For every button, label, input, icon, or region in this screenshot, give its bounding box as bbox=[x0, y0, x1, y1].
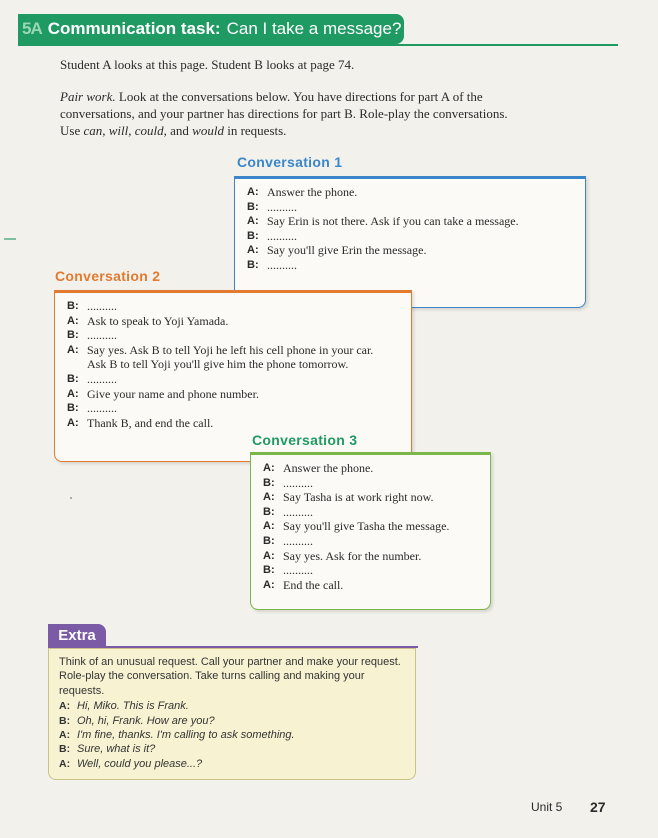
dialogue-text: .......... bbox=[267, 257, 297, 272]
section-number: 5A bbox=[22, 19, 42, 38]
dialogue-text: Answer the phone. bbox=[283, 461, 374, 475]
dialogue-line bbox=[67, 401, 401, 416]
speaker-label: A: bbox=[263, 491, 275, 504]
intro-text: Student A looks at this page. Student B looks at page 74. bbox=[60, 57, 355, 72]
dialogue-text: Oh, hi, Frank. How are you? bbox=[77, 714, 215, 727]
dialogue-text: Thank B, and end the call. bbox=[87, 415, 214, 430]
section-title: Can I take a message? bbox=[226, 19, 402, 38]
speaker-label: B: bbox=[67, 329, 79, 342]
dialogue-line bbox=[263, 505, 480, 520]
speaker-label: A: bbox=[263, 520, 275, 533]
speaker-label: A: bbox=[67, 314, 79, 327]
dialogue-line bbox=[247, 258, 575, 273]
dialogue-line bbox=[263, 490, 480, 505]
speaker-label: B: bbox=[247, 200, 259, 213]
page-number: 27 bbox=[590, 799, 606, 815]
header-rule bbox=[18, 44, 618, 46]
dialogue-line bbox=[59, 699, 405, 713]
dialogue-text: Say yes. Ask for the number. bbox=[283, 548, 422, 563]
dialogue-text: End the call. bbox=[283, 577, 344, 592]
speaker-label: A: bbox=[247, 186, 259, 198]
speaker-label: B: bbox=[59, 743, 71, 756]
instructions-line2: the conversations, and your partner has directions for part B. Role-play the bbox=[60, 89, 483, 121]
conversation-3-title: Conversation 3 bbox=[252, 432, 358, 448]
dialogue-line bbox=[67, 314, 401, 329]
dialogue-text: Say you'll give Erin the message. bbox=[267, 243, 427, 258]
section-title-bold: Communication task: bbox=[47, 19, 221, 38]
dialogue-text: .......... bbox=[283, 504, 313, 519]
instructions-and: and bbox=[170, 123, 189, 138]
instructions bbox=[60, 88, 510, 139]
speaker-label: A: bbox=[67, 343, 79, 356]
speaker-label: A: bbox=[67, 416, 79, 429]
dialogue-line bbox=[59, 742, 405, 756]
section-header bbox=[18, 14, 404, 44]
dialogue-line bbox=[247, 200, 575, 215]
speaker-label: B: bbox=[263, 505, 275, 518]
dialogue-text: Ask to speak to Yoji Yamada. bbox=[87, 313, 229, 328]
footer-unit: Unit 5 bbox=[531, 800, 563, 814]
dialogue-text: .......... bbox=[267, 199, 297, 214]
dialogue-line bbox=[67, 387, 401, 402]
dialogue-line bbox=[247, 185, 575, 200]
dialogue-text: .......... bbox=[87, 371, 117, 386]
margin-mark bbox=[4, 238, 16, 240]
instructions-modals: can, will, could, bbox=[83, 123, 167, 138]
extra-box bbox=[48, 648, 416, 780]
conversation-2-title: Conversation 2 bbox=[55, 268, 161, 284]
dialogue-text: Say Erin is not there. Ask if you can take a message. bbox=[267, 214, 519, 229]
dialogue-line bbox=[247, 243, 575, 258]
speaker-label: A: bbox=[263, 462, 275, 474]
dialogue-text: Hi, Miko. This is Frank. bbox=[77, 700, 189, 713]
dialogue-line bbox=[263, 549, 480, 564]
dialogue-text: I'm fine, thanks. I'm calling to ask something. bbox=[77, 729, 295, 742]
speaker-label: B: bbox=[263, 476, 275, 489]
extra-label: Extra bbox=[48, 624, 106, 646]
dialogue-text: .......... bbox=[283, 475, 313, 490]
instructions-lead: Pair work. bbox=[60, 89, 116, 104]
dialogue-line bbox=[67, 299, 401, 314]
speaker-label: A: bbox=[247, 244, 259, 257]
dialogue-line bbox=[247, 214, 575, 229]
dialogue-line bbox=[263, 519, 480, 534]
extra-prompt: Think of an unusual request. Call your partner and make your request. Role-play the conversation. Take turns calling and making your requests. bbox=[59, 656, 401, 697]
dialogue-text: Say yes. Ask B to tell Yoji he left his cell phone in your car. bbox=[87, 342, 374, 357]
speaker-label: B: bbox=[67, 402, 79, 415]
dialogue-line bbox=[67, 328, 401, 343]
dialogue-line bbox=[67, 343, 401, 358]
dialogue-text: Sure, what is it? bbox=[77, 743, 156, 756]
speaker-label: B: bbox=[59, 714, 71, 727]
instructions-line1: Look at the conversations below. You have directions for part A of bbox=[118, 89, 464, 104]
dialogue-text: .......... bbox=[267, 228, 297, 243]
dialogue-text: .......... bbox=[87, 328, 117, 343]
speaker-label: B: bbox=[67, 300, 79, 312]
dialogue-text: .......... bbox=[87, 401, 117, 416]
dialogue-line bbox=[67, 372, 401, 387]
speaker-label: A: bbox=[247, 215, 259, 228]
dialogue-line bbox=[67, 416, 401, 431]
conversation-2-box bbox=[54, 290, 412, 462]
dialogue-text: Give your name and phone number. bbox=[87, 386, 259, 401]
dialogue-line bbox=[263, 476, 480, 491]
speaker-label: A: bbox=[59, 757, 71, 770]
conversation-3-box bbox=[250, 452, 491, 610]
speaker-label: B: bbox=[247, 258, 259, 271]
dialogue-text: Well, could you please...? bbox=[77, 757, 203, 770]
speaker-label: A: bbox=[263, 549, 275, 562]
speaker-label: A: bbox=[67, 387, 79, 400]
instructions-line3: conversations. Use bbox=[60, 106, 508, 138]
stray-dot bbox=[70, 497, 72, 499]
instructions-end: in requests. bbox=[227, 123, 287, 138]
instructions-would: would bbox=[192, 123, 224, 138]
speaker-label: A: bbox=[59, 700, 71, 713]
speaker-label: A: bbox=[263, 578, 275, 591]
dialogue-text: Say Tasha is at work right now. bbox=[283, 490, 434, 505]
dialogue-line bbox=[59, 757, 405, 771]
speaker-label: B: bbox=[67, 372, 79, 385]
dialogue-line bbox=[263, 578, 480, 593]
dialogue-text: .......... bbox=[87, 299, 117, 313]
dialogue-line bbox=[59, 728, 405, 742]
dialogue-text: .......... bbox=[283, 563, 313, 578]
speaker-label: B: bbox=[263, 534, 275, 547]
dialogue-text: .......... bbox=[283, 533, 313, 548]
speaker-label bbox=[67, 357, 87, 372]
dialogue-line bbox=[263, 534, 480, 549]
speaker-label: B: bbox=[247, 229, 259, 242]
speaker-label: A: bbox=[59, 729, 71, 742]
conversation-1-title: Conversation 1 bbox=[237, 154, 343, 170]
dialogue-text: Ask B to tell Yoji you'll give him the phone tomorrow. bbox=[87, 357, 349, 372]
dialogue-line bbox=[263, 563, 480, 578]
dialogue-line bbox=[59, 714, 405, 728]
dialogue-text: Answer the phone. bbox=[267, 185, 358, 199]
dialogue-text: Say you'll give Tasha the message. bbox=[283, 519, 450, 534]
conversation-1-box bbox=[234, 176, 586, 308]
dialogue-line bbox=[67, 357, 401, 372]
dialogue-line bbox=[263, 461, 480, 476]
speaker-label: B: bbox=[263, 564, 275, 577]
dialogue-line bbox=[247, 229, 575, 244]
